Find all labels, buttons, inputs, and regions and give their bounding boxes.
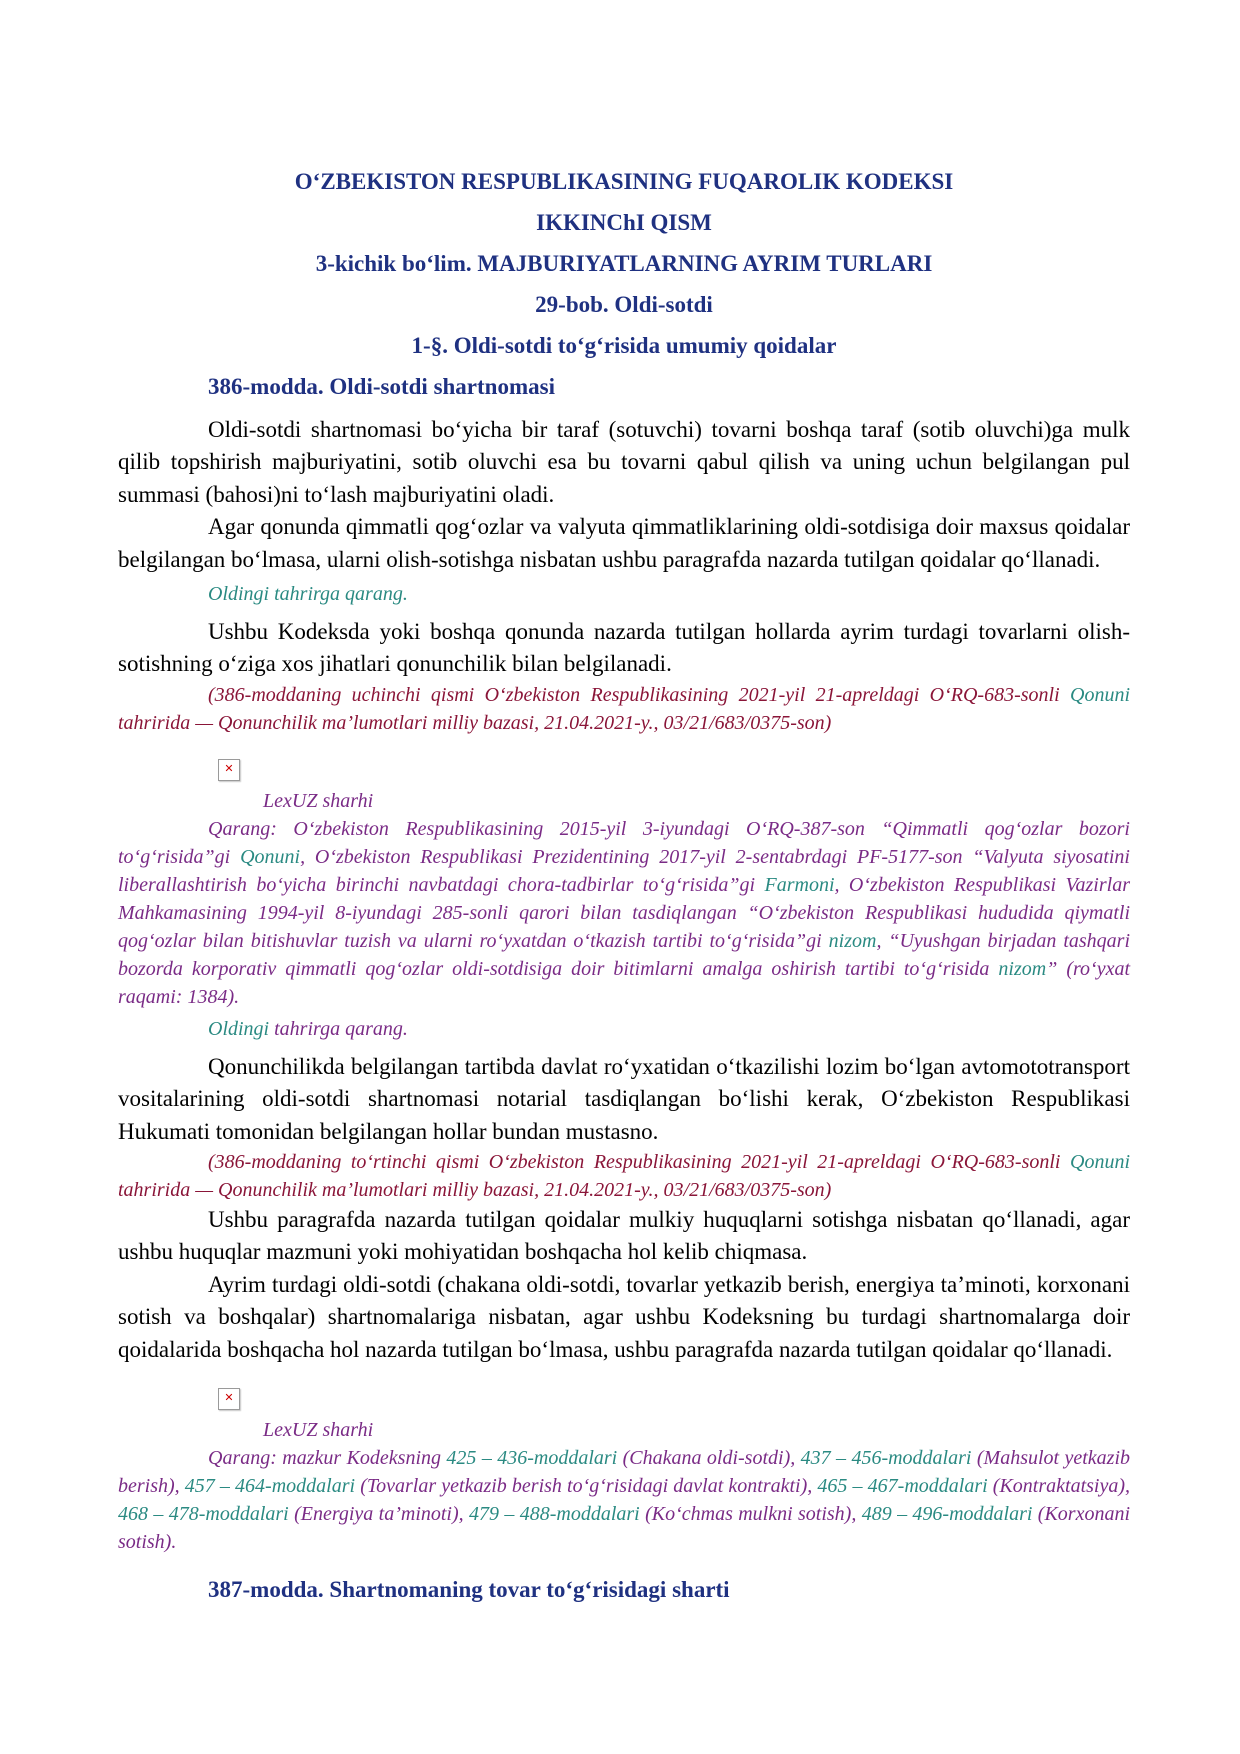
lexuz-commentary-label: LexUZ sharhi	[263, 1419, 374, 1442]
commentary-image-row	[118, 759, 1130, 785]
decree-link[interactable]: Farmoni	[764, 873, 835, 896]
article-link[interactable]: 479 – 488-moddalari	[469, 1503, 640, 1526]
article-386-part-3: Ushbu Kodeksda yoki boshqa qonunda nazarda tutilgan hollarda ayrim turdagi tovarlarni olish-sotishning o‘ziga xos jihatlari qonunchilik bilan belgilanadi.	[118, 619, 1130, 677]
amendment-note-2: (386-moddaning to‘rtinchi qismi O‘zbekiston Respublikasining 2021-yil 21-apreldagi O‘RQ-683-sonli Qonuni tahririda — Qonunchilik ma’lumotlari milliy bazasi, 21.04.2021-y., 03/21/683/0375-son)	[118, 1151, 1130, 1202]
article-386-part-4: Qonunchilikda belgilangan tartibda davlat ro‘yxatidan o‘tkazilishi lozim bo‘lgan avtomototransport vositalarining oldi-sotdi shartnomasi notarial tasdiqlangan bo‘lishi kerak, O‘zbekiston Respublikasi Hukumati tomonidan belgilangan hollar bundan mustasno.	[118, 1053, 1130, 1144]
commentary-references-2: Qarang: mazkur Kodeksning 425 – 436-moddalari (Chakana oldi-sotdi), 437 – 456-moddalari (Mahsulot yetkazib berish), 457 – 464-moddalari (Tovarlar yetkazib berish to‘g‘risidagi davlat kontrakti), 465 – 467-moddalari (Kontraktatsiya), 468 – 478-moddalari (Energiya ta’minoti), 479 – 488-moddalari (Ko‘chmas mulkni sotish), 489 – 496-moddalari (Korxonani sotish).	[118, 1447, 1131, 1554]
article-link[interactable]: 468 – 478-moddalari	[118, 1503, 289, 1526]
lexuz-commentary-label: LexUZ sharhi	[263, 789, 374, 812]
law-link[interactable]: Qonuni	[240, 845, 301, 868]
amendment-note-1: (386-moddaning uchinchi qismi O‘zbekiston Respublikasining 2021-yil 21-apreldagi O‘RQ-683-sonli Qonuni tahririda — Qonunchilik ma’lumotlari milliy bazasi, 21.04.2021-y., 03/21/683/0375-son)	[118, 683, 1130, 734]
broken-image-icon: ✕	[218, 759, 240, 781]
article-link[interactable]: 457 – 464-moddalari	[184, 1475, 356, 1498]
article-link[interactable]: 465 – 467-moddalari	[817, 1475, 988, 1498]
paragraph-title: 1-§. Oldi-sotdi to‘g‘risida umumiy qoidalar	[411, 333, 837, 358]
subsection-title: 3-kichik bo‘lim. MAJBURIYATLARNING AYRIM TURLARI	[315, 251, 933, 276]
regulation-link[interactable]: nizom	[998, 957, 1047, 980]
document-content	[118, 168, 1130, 1617]
previous-edition-link[interactable]: Oldingi tahrirga qarang.	[208, 583, 408, 606]
chapter-title: 29-bob. Oldi-sotdi	[535, 292, 713, 317]
article-link[interactable]: 437 – 456-moddalari	[800, 1447, 972, 1470]
commentary-references-1: Qarang: O‘zbekiston Respublikasining 2015-yil 3-iyundagi O‘RQ-387-son “Qimmatli qog‘ozlar bozori to‘g‘risida”gi Qonuni, O‘zbekiston Respublikasi Prezidentining 2017-yil 2-sentabrdagi PF-5177-son “Valyuta siyosatini liberallashtirish bo‘yicha birinchi navbatdagi chora-tadbirlar to‘g‘risida”gi Farmoni, O‘zbekiston Respublikasi Vazirlar Mahkamasining 1994-yil 8-iyundagi 285-sonli qarori bilan tasdiqlangan “O‘zbekiston Respublikasi hududida qiymatli qog‘ozlar bilan bitishuvlar tuzish va ularni ro‘yxatdan o‘tkazish tartibi to‘g‘risida”gi nizom, “Uyushgan birjadan tashqari bozorda korporativ qimmatli qog‘ozlar oldi-sotdisiga doir bitimlarni amalga oshirish tartibi to‘g‘risida nizom” (ro‘yxat raqami: 1384).	[118, 817, 1131, 1008]
article-386-title: 386-modda. Oldi-sotdi shartnomasi	[208, 374, 555, 399]
article-386-part-6: Ayrim turdagi oldi-sotdi (chakana oldi-sotdi, tovarlar yetkazib berish, energiya ta’minoti, korxonani sotish va boshqalar) shartnomalariga nisbatan, agar ushbu Kodeksning bu turdagi shartnomalarga doir qoidalarida boshqacha hol nazarda tutilgan bo‘lmasa, ushbu paragrafda nazarda tutilgan qoidalar qo‘llanadi.	[118, 1271, 1130, 1362]
article-387-title: 387-modda. Shartnomaning tovar to‘g‘risidagi sharti	[208, 1577, 730, 1603]
code-title: O‘ZBEKISTON RESPUBLIKASINING FUQAROLIK KODEKSI	[294, 169, 954, 194]
law-link[interactable]: Qonuni	[1070, 1151, 1130, 1174]
previous-edition-link-2: Oldingi tahrirga qarang.	[208, 1017, 408, 1040]
regulation-link[interactable]: nizom	[828, 929, 877, 952]
previous-edition-link[interactable]: Oldingi	[208, 1017, 270, 1040]
commentary-image-row	[118, 1388, 1130, 1414]
part-title: IKKINChI QISM	[536, 210, 712, 235]
article-link[interactable]: 489 – 496-moddalari	[861, 1503, 1033, 1526]
article-386-part-5: Ushbu paragrafda nazarda tutilgan qoidalar mulkiy huquqlarni sotishga nisbatan qo‘llanadi, agar ushbu huquqlar mazmuni yoki mohiyatidan boshqacha hol kelib chiqmasa.	[118, 1207, 1130, 1265]
article-386-part-1: Oldi-sotdi shartnomasi bo‘yicha bir taraf (sotuvchi) tovarni boshqa taraf (sotib oluvchi)ga mulk qilib topshirish majburiyatini, sotib oluvchi esa bu tovarni qabul qilish va uning uchun belgilangan pul summasi (bahosi)ni to‘lash majburiyatini oladi.	[118, 417, 1130, 507]
law-link[interactable]: Qonuni	[1070, 683, 1130, 706]
broken-image-icon: ✕	[218, 1388, 240, 1410]
article-link[interactable]: 425 – 436-moddalari	[446, 1447, 618, 1470]
article-386-part-2: Agar qonunda qimmatli qog‘ozlar va valyuta qimmatliklarining oldi-sotdisiga doir maxsus qoidalar belgilangan bo‘lmasa, ularni olish-sotishga nisbatan ushbu paragrafda nazarda tutilgan qoidalar qo‘llanadi.	[118, 514, 1130, 572]
